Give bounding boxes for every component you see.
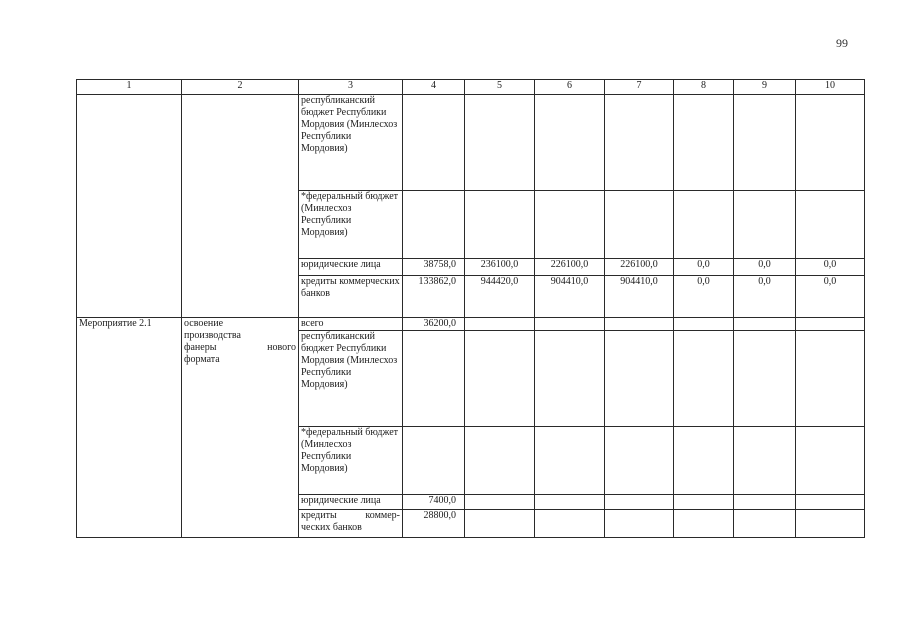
value-cell (796, 191, 865, 259)
value-cell (734, 318, 796, 331)
value-cell (734, 191, 796, 259)
value-cell (734, 495, 796, 510)
page-number: 99 (836, 36, 848, 50)
budget-table (76, 79, 865, 538)
value-cell: 38758,0 (403, 259, 465, 276)
value-cell (734, 331, 796, 427)
source-cell: юридические лица (299, 495, 403, 510)
value-cell: 226100,0 (535, 259, 605, 276)
value-cell (674, 191, 734, 259)
col-header-5: 5 (465, 80, 535, 95)
value-cell: 7400,0 (403, 495, 465, 510)
value-cell (465, 331, 535, 427)
value-cell (465, 318, 535, 331)
value-cell (605, 510, 674, 538)
col-header-4: 4 (403, 80, 465, 95)
value-cell (796, 95, 865, 191)
description-cell (182, 95, 299, 318)
table-row (77, 318, 865, 331)
description-line: производства (184, 330, 241, 341)
value-cell (605, 318, 674, 331)
value-cell (465, 427, 535, 495)
value-cell: 0,0 (734, 276, 796, 318)
value-cell (605, 427, 674, 495)
value-cell (535, 191, 605, 259)
source-cell: юридические лица (299, 259, 403, 276)
value-cell: 36200,0 (403, 318, 465, 331)
value-cell (605, 495, 674, 510)
value-cell (674, 495, 734, 510)
value-cell (403, 95, 465, 191)
description-word: фанеры (184, 342, 217, 353)
value-cell (674, 427, 734, 495)
value-cell: 944420,0 (465, 276, 535, 318)
value-cell: 904410,0 (605, 276, 674, 318)
value-cell (796, 510, 865, 538)
description-cell (182, 318, 299, 538)
value-cell (605, 331, 674, 427)
col-header-10: 10 (796, 80, 865, 95)
value-cell: 904410,0 (535, 276, 605, 318)
value-cell (605, 191, 674, 259)
value-cell (535, 95, 605, 191)
value-cell (674, 331, 734, 427)
value-cell (403, 191, 465, 259)
value-cell: 0,0 (734, 259, 796, 276)
value-cell (403, 427, 465, 495)
source-cell (299, 510, 403, 538)
source-cell: кредиты коммерческих банков (299, 276, 403, 318)
source-cell: *федеральный бюджет (Минлесхоз Республики Мордовия) (299, 191, 403, 259)
description-line: формата (184, 354, 220, 365)
value-cell: 236100,0 (465, 259, 535, 276)
source-word: кредиты (301, 510, 337, 521)
value-cell: 226100,0 (605, 259, 674, 276)
value-cell (796, 495, 865, 510)
value-cell (605, 95, 674, 191)
event-cell (77, 95, 182, 318)
value-cell (674, 318, 734, 331)
event-cell: Мероприятие 2.1 (77, 318, 182, 538)
value-cell (674, 510, 734, 538)
col-header-3: 3 (299, 80, 403, 95)
source-cell: республиканский бюджет Республики Мордовия (Минлесхоз Республики Мордовия) (299, 95, 403, 191)
source-cell: всего (299, 318, 403, 331)
value-cell (734, 95, 796, 191)
source-line: ческих банков (301, 522, 362, 533)
value-cell (535, 495, 605, 510)
value-cell: 0,0 (796, 259, 865, 276)
col-header-8: 8 (674, 80, 734, 95)
description-word: нового (267, 342, 296, 353)
value-cell (535, 510, 605, 538)
col-header-9: 9 (734, 80, 796, 95)
value-cell (465, 95, 535, 191)
table-row (77, 95, 865, 191)
source-word: коммер- (365, 510, 400, 521)
source-cell: республиканский бюджет Республики Мордовия (Минлесхоз Республики Мордовия) (299, 331, 403, 427)
value-cell (535, 331, 605, 427)
value-cell: 133862,0 (403, 276, 465, 318)
source-cell: *федеральный бюджет (Минлесхоз Республики Мордовия) (299, 427, 403, 495)
value-cell (734, 427, 796, 495)
value-cell: 0,0 (796, 276, 865, 318)
source-line (301, 510, 400, 522)
description-line: освоение (184, 318, 224, 329)
col-header-6: 6 (535, 80, 605, 95)
value-cell (535, 427, 605, 495)
col-header-7: 7 (605, 80, 674, 95)
col-header-2: 2 (182, 80, 299, 95)
value-cell (796, 427, 865, 495)
value-cell (796, 318, 865, 331)
value-cell (403, 331, 465, 427)
value-cell (674, 95, 734, 191)
value-cell (535, 318, 605, 331)
col-header-1: 1 (77, 80, 182, 95)
header-row (77, 80, 865, 95)
value-cell (465, 510, 535, 538)
description-line (184, 342, 296, 354)
value-cell: 0,0 (674, 259, 734, 276)
value-cell (796, 331, 865, 427)
value-cell (465, 495, 535, 510)
value-cell: 0,0 (674, 276, 734, 318)
value-cell (465, 191, 535, 259)
value-cell: 28800,0 (403, 510, 465, 538)
value-cell (734, 510, 796, 538)
